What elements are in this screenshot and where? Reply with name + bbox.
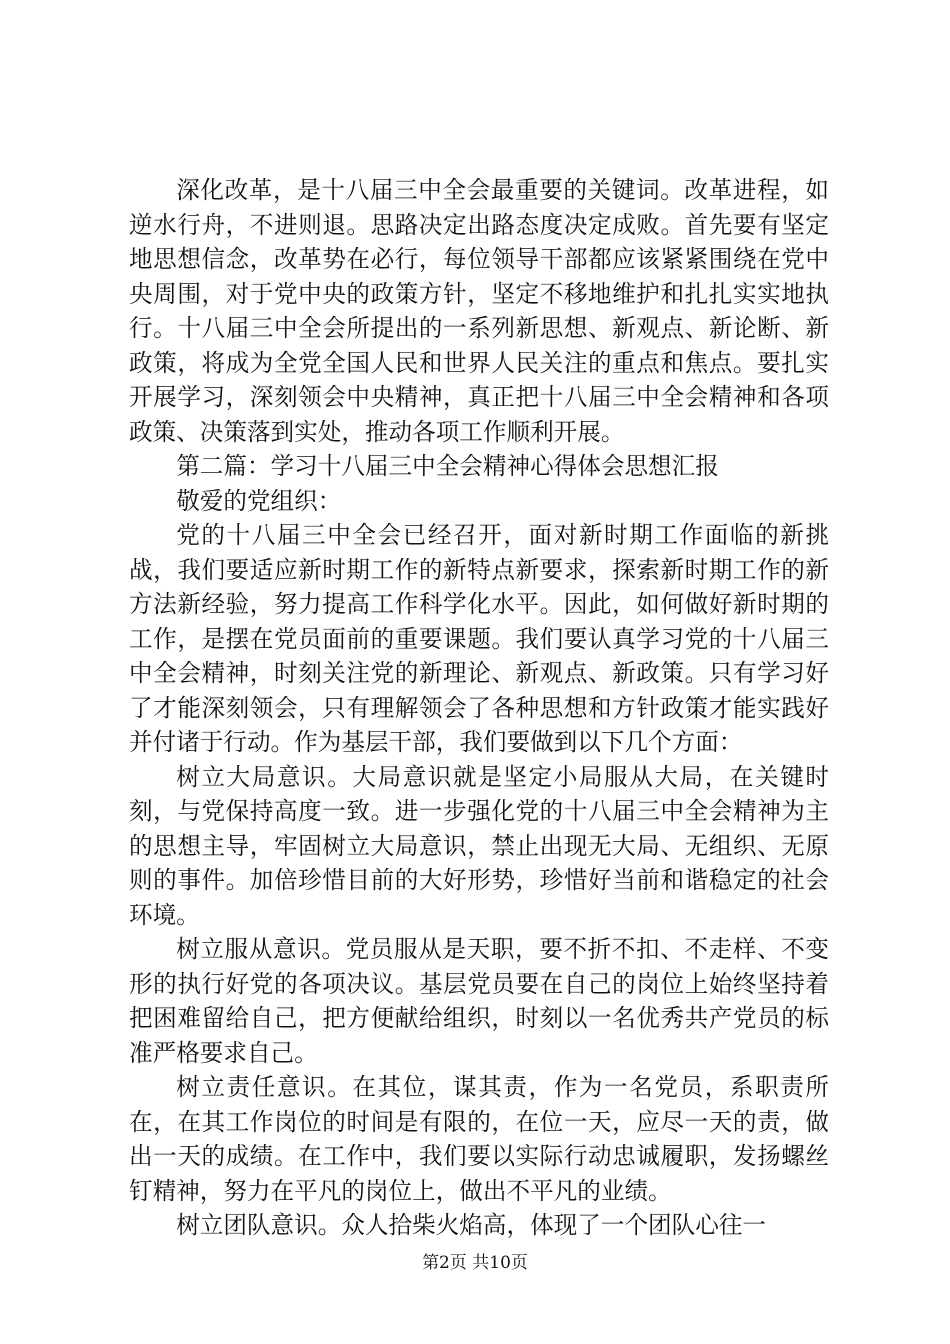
paragraph-obedience-awareness: 树立服从意识。党员服从是天职，要不折不扣、不走样、不变形的执行好党的各项决议。基层党员要在自己的岗位上始终坚持着把困难留给自己，把方便献给组织，时刻以一名优秀共产党员的标准严格要求自己。 [129, 935, 829, 1067]
paragraph-responsibility-awareness: 树立责任意识。在其位，谋其责，作为一名党员，系职责所在，在其工作岗位的时间是有限的，在位一天，应尽一天的责，做出一天的成绩。在工作中，我们要以实际行动忠诚履职，发扬螺丝钉精神，努力在平凡的岗位上，做出不平凡的业绩。 [129, 1073, 829, 1205]
paragraph-intro: 党的十八届三中全会已经召开，面对新时期工作面临的新挑战，我们要适应新时期工作的新特点新要求，探索新时期工作的新方法新经验，努力提高工作科学化水平。因此，如何做好新时期的工作，是摆在党员面前的重要课题。我们要认真学习党的十八届三中全会精神，时刻关注党的新理论、新观点、新政策。只有学习好了才能深刻领会，只有理解领会了各种思想和方针政策才能实践好并付诸于行动。作为基层干部，我们要做到以下几个方面： [129, 521, 829, 756]
section-heading: 第二篇：学习十八届三中全会精神心得体会思想汇报 [176, 452, 719, 480]
paragraph-team-awareness: 树立团队意识。众人拾柴火焰高，体现了一个团队心往一 [176, 1211, 767, 1239]
page-footer: 第2页 共10页 [422, 1253, 528, 1273]
document-body [129, 173, 829, 1243]
paragraph-reform: 深化改革，是十八届三中全会最重要的关键词。改革进程，如逆水行舟，不进则退。思路决定出路态度决定成败。首先要有坚定地思想信念，改革势在必行，每位领导干部都应该紧紧围绕在党中央周围，对于党中央的政策方针，坚定不移地维护和扎扎实实地执行。十八届三中全会所提出的一系列新思想、新观点、新论断、新政策，将成为全党全国人民和世界人民关注的重点和焦点。要扎实开展学习，深刻领会中央精神，真正把十八届三中全会精神和各项政策、决策落到实处，推动各项工作顺利开展。 [129, 176, 829, 446]
paragraph-overall-awareness: 树立大局意识。大局意识就是坚定小局服从大局，在关键时刻，与党保持高度一致。进一步强化党的十八届三中全会精神为主的思想主导，牢固树立大局意识，禁止出现无大局、无组织、无原则的事件。加倍珍惜目前的大好形势，珍惜好当前和谐稳定的社会环境。 [129, 762, 829, 929]
salutation: 敬爱的党组织： [176, 486, 342, 515]
